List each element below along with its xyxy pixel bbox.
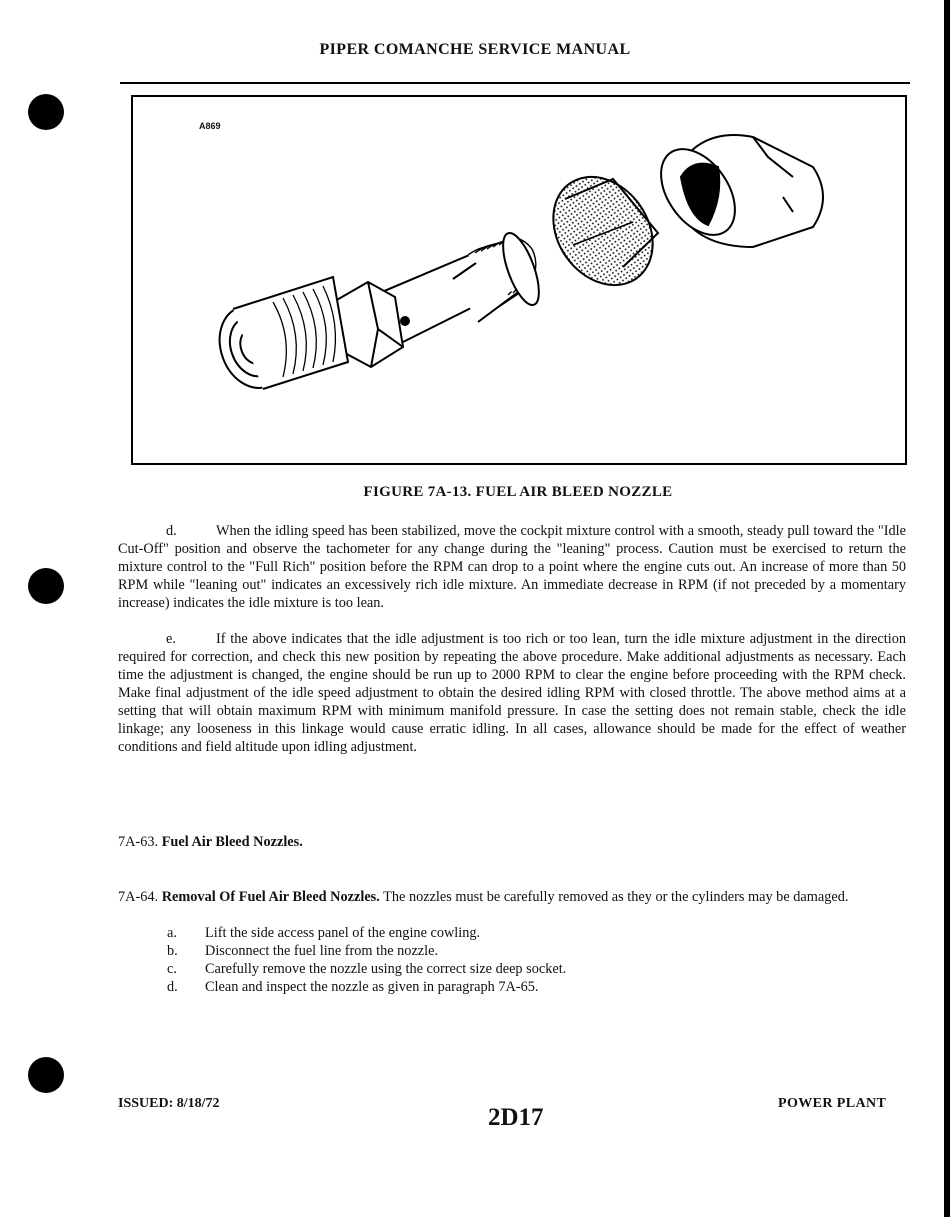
section-number: 7A-63. bbox=[118, 834, 159, 850]
figure-code: A869 bbox=[199, 121, 221, 131]
paragraph-text: When the idling speed has been stabilized, move the cockpit mixture control with a smooth, steady pull toward the "Idle Cut-Off" position and observe the tachometer for any change during the "leaning" process. Caution must be exercised to return the mixture control to the "Full Rich" position before the RPM can drop to a point where the engine cuts out. An increase of more than 50 RPM while "leaning out" indicates an excessively rich idle mixture. An immediate decrease in RPM (if not preceded by a momentary increase) indicates the idle mixture is too lean. bbox=[118, 523, 906, 611]
step-item bbox=[167, 924, 480, 942]
step-text: Lift the side access panel of the engine cowling. bbox=[205, 925, 481, 941]
binder-hole-middle bbox=[28, 568, 64, 604]
paragraph-label: d. bbox=[166, 523, 177, 539]
nozzle-body bbox=[209, 229, 547, 398]
paragraph-d bbox=[118, 522, 906, 612]
issued-date: ISSUED: 8/18/72 bbox=[118, 1096, 220, 1111]
paragraph-e bbox=[118, 630, 906, 756]
binder-hole-top bbox=[28, 94, 64, 130]
step-label: d. bbox=[167, 979, 178, 995]
page-edge-bar bbox=[944, 0, 950, 1217]
section-title: Fuel Air Bleed Nozzles. bbox=[161, 834, 303, 850]
fuel-air-bleed-nozzle-illustration bbox=[133, 97, 905, 463]
page-number: 2D17 bbox=[488, 1104, 544, 1131]
nozzle-shield bbox=[646, 135, 823, 249]
step-item bbox=[167, 960, 566, 978]
nozzle-screen bbox=[533, 158, 673, 305]
removal-paragraph bbox=[118, 888, 906, 906]
paragraph-label: e. bbox=[166, 631, 176, 647]
step-label: b. bbox=[167, 943, 178, 959]
figure-frame bbox=[131, 95, 907, 465]
removal-title: Removal Of Fuel Air Bleed Nozzles. bbox=[161, 889, 380, 905]
step-label: c. bbox=[167, 961, 177, 977]
step-text: Disconnect the fuel line from the nozzle. bbox=[205, 943, 439, 959]
page-header: PIPER COMANCHE SERVICE MANUAL bbox=[319, 41, 631, 58]
paragraph-text: If the above indicates that the idle adjustment is too rich or too lean, turn the idle mixture adjustment in the direction required for correction, and check this new position by repeating the above procedure. Make additional adjustments as necessary. Each time the adjustment is changed, the engine should be run up to 2000 RPM to clear the engine before proceeding with the RPM check. Make final adjustment of the idle speed adjustment to obtain the desired idling RPM with closed throttle. The above method aims at a setting that will obtain maximum RPM with minimum manifold pressure. In case the setting does not remain stable, check the idle linkage; any looseness in this linkage would cause erratic idling. In all cases, allowance should be made for the effect of weather conditions and field altitude upon idling adjustment. bbox=[118, 631, 906, 755]
step-label: a. bbox=[167, 925, 177, 941]
header-rule bbox=[120, 82, 910, 84]
removal-text: The nozzles must be carefully removed as they or the cylinders may be damaged. bbox=[383, 889, 849, 905]
step-item bbox=[167, 942, 438, 960]
section-footer: POWER PLANT bbox=[778, 1096, 887, 1111]
step-text: Carefully remove the nozzle using the correct size deep socket. bbox=[205, 961, 567, 977]
binder-hole-bottom bbox=[28, 1057, 64, 1093]
step-item bbox=[167, 978, 538, 996]
removal-number: 7A-64. bbox=[118, 889, 159, 905]
figure-caption: FIGURE 7A-13. FUEL AIR BLEED NOZZLE bbox=[363, 484, 673, 500]
section-heading bbox=[118, 834, 303, 851]
step-text: Clean and inspect the nozzle as given in paragraph 7A-65. bbox=[205, 979, 539, 995]
